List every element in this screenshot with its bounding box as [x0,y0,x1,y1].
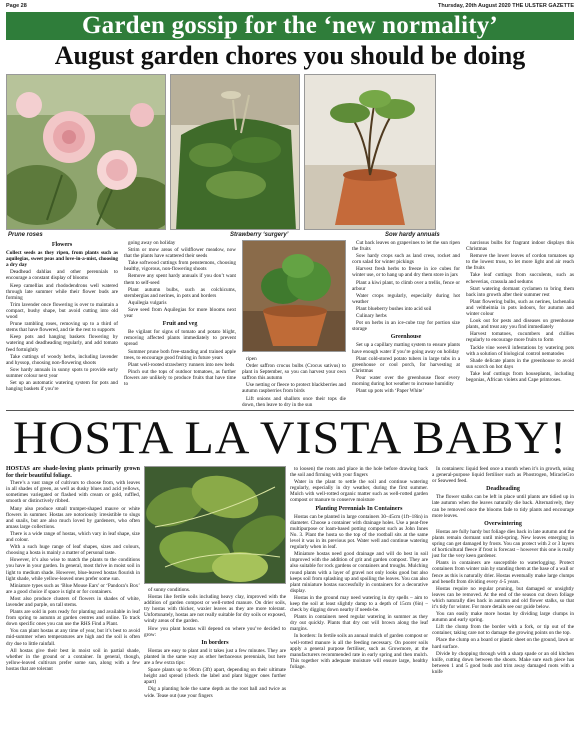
section-heading-in-borders: In borders [201,639,229,646]
paragraph: Plant flowering bulbs, such as nerines, lachenalia and veltheimia in pots indoors, for autumn and winter colour [466,298,574,318]
section-heading-fruit-veg: Fruit and veg [162,321,198,328]
hosta-column-1 [6,466,140,673]
section-heading-containers: Planting Perennials In Containers [315,505,403,512]
hosta-column-4 [432,466,574,676]
paragraph: Harvest fresh herbs to freeze in ice cubes for winter use, or to hang up and dry them store in jars [352,266,460,279]
photo-roses [6,74,166,230]
paragraph: Plant blueberry bushes into acid soil [356,305,432,312]
photo-hosta [144,466,286,584]
paragraph: Order saffron crocus bulbs (Crocus sativus) to plant in September, so you can harvest your own saffron this autumn [242,363,346,382]
column-fruit-veg [124,240,236,388]
paragraph: In borders: In fertile soils an annual mulch of garden compost or well-rotted manure is all the feeding necessary. On poorer soils apply a general purpose fertiliser, such as Growmore, at the manufacturers recommended rate in early spring and then mulch. This together with adequate moisture will ensure large, healthy foliage. [290,633,428,670]
paragraph: narcissus bulbs for fragrant indoor displays this Christmas [466,240,574,253]
paragraph: ripen [246,356,257,362]
paragraph: Water in the plant to settle the soil and continue watering regularly, especially in dry weather, during the first summer. Mulch with well-rotted organic matter such as well-rotted garden compost or manure to conserve moisture [290,479,428,504]
paragraph: Culinary herbs [356,313,387,320]
paragraph: Be vigilant for signs of tomato and potato blight, removing affected plants immediately to prevent spread [124,329,236,348]
paragraph: Plants in containers are susceptible to waterlogging. Protect containers from winter rain by standing them at the base of a wall or fence as this is naturally drier. Hostas eventually make large clumps and benefit from dividing every 4-5 years. [432,560,574,585]
paragraph: Use netting or fleece to protect blackberries and autumn raspberries from birds [242,382,346,395]
paragraph: Take softwood cuttings from penstemons, choosing healthy, vigorous, non-flowering shoots [124,260,236,273]
paragraph: Aquilegia vulgaris [128,299,167,306]
paragraph: Plants are sold in pots ready for planting and available in leaf from spring to autumn at garden centres and online. To track down specific ones you can use the RHS Find a Plant. [6,609,140,628]
paragraph: to loosen) the roots and place in the hole before drawing back the soil and firming with your fingers [290,466,428,479]
paragraph: Keep pots and hanging baskets flowering by watering and deadheading regularly, and add tomato feed fortnightly [6,334,118,353]
paragraph: Hostas are fully hardy but foliage dies back in late autumn and the plants remain dormant until mid-spring. New leaves emerging in spring can get damaged by frosts. You can protect with 2 or 3 layers of horticultural fleece if frost is forecast – however this one is really just for the very keen gardener. [432,528,574,560]
paragraph: All hostas give their best in moist soil in partial shade, whether in the ground or a container. In general, though, yellow-leaved cultivars prefer some sun, along with a few hostas that are tolerant [6,647,140,672]
paragraph: Plant up pots with ‘Paper White’ [356,388,425,395]
paragraph: Plant a kiwi plant, to climb over a trellis, fence or arbour [352,279,460,292]
paragraph: Remove the lower leaves of cordon tomatoes up to the lowest truss, to let more light and air reach the fruits [466,253,574,272]
paragraph: Take leaf cuttings from succulents, such as echeverias, crassula and sedums [466,272,574,285]
paragraph: of sunny conditions. [148,587,191,593]
paragraph: Miniature hostas need good drainage and will do best in soil improved with the addition of grit and garden compost. They are also suitable for rock gardens or containers and troughs. Mulching round plants with a layer of gravel not only looks good but also keeps soil from splashing up and spoiling the leaves. You can also plant miniature hostas successfully in containers for a decorative display. [290,551,428,594]
paragraph: Tackle vine weevil infestations by watering pots with a solution of biological control nematodes [466,344,574,357]
paragraph: Harvest tomatoes, cucumbers and chillies regularly to encourage more fruits to form [466,331,574,344]
paragraph: Remove any spent hardy annuals if you don’t want them to self-seed [124,273,236,286]
paragraph: Plant cold-stored potato tubers in large tubs in a greenhouse or cool porch, for harvesting at Christmas [352,355,460,374]
paragraph: Save seed from Aquilegias for more blooms next year [124,306,236,320]
paragraph: Hostas can be planted in large containers 30–45cm (1ft–18in) in diameter. Choose a container with drainage holes. Use a peat-free multipurpose or loam-based potting compost such as John Innes No. 3. Plant the hosta so the top of the rootball sits at the same level it was in its previous pot. Water well and continue watering regularly when in leaf. [290,513,428,551]
paragraph: Most also produce clusters of flowers in shades of white, lavender and purple, on tall stems. [6,595,140,608]
section-heading-greenhouse: Greenhouse [390,334,422,341]
paragraph: Strim or mow areas of wildflower meadow, now that the plants have scattered their seeds [124,247,236,260]
column-flowers [6,240,118,393]
column-greenhouse [352,240,460,395]
paragraph: Set up a capillary matting system to ensure plants have enough water if you’re going away on holiday [352,342,460,355]
paragraph: Take cuttings of woody herbs, including lavender and hyssop, choosing non-flowering shoots [6,353,118,366]
column-greenhouse-cont [466,240,574,384]
paragraph: You can plant hostas at any time of year, but it’s best to avoid mid-summer when temperatures are high and the soil is often dry due to little rainfall. [6,628,140,647]
hosta-column-2 [144,587,286,700]
section-divider [6,410,574,411]
banner [6,12,574,40]
paragraph: Water crops regularly, especially during hot weather [352,292,460,305]
page-number: Page 28 [6,3,27,9]
paragraph: In containers: liquid feed once a month when it’s in growth, using a general-purpose liquid fertiliser such as Phostrogen, MiracleGro or Seaweed feed. [432,466,574,485]
paragraph: There’s a vast range of cultivars to choose from, with leaves in all shades of green, as well as dusky blues and acid yellows, sometimes variegated or flashed with cream or gold, ruffled, smooth or distinctively ribbed. [6,480,140,505]
paragraph: Prune rambling roses, removing up to a third of stems that have flowered, and tie the rest to supports [6,321,118,334]
paragraph: Summer prune both free-standing and trained apple trees, to encourage good fruiting in future years [124,348,236,361]
paragraph: Divide by chopping through with a sharp spade or an old kitchen knife, cutting down between the shoots. Make sure each piece has between 1 and 5 good buds and trim away damaged roots with a knife [432,650,574,675]
section-heading-deadheading: Deadheading [486,486,520,493]
strawberry-image [171,75,300,230]
hosta-headline: HOSTA LA VISTA BABY! [13,412,567,464]
paragraph: Hostas in the ground may need watering in dry spells – aim to keep the soil at least slightly damp to a depth of 15cm (6in) – check by digging down nearby if needs-be. [290,594,428,614]
paragraph: Many also produce small trumpet-shaped mauve or white flowers in summer. Hostas are notoriously irresistible to slugs and snails, but are also much loved by gardeners, who often amass large collections. [6,505,140,530]
roses-image [7,75,166,230]
caption-bonsai: Sow hardy annuals [385,232,440,238]
page-header [6,3,574,11]
paragraph: Deadhead dahlias and other perennials to encourage a constant display of blooms [6,269,118,282]
photo-herbs [242,240,346,352]
photo-bonsai [304,74,436,230]
paragraph: Trim lavender once flowering is over to maintain a compact, bushy shape, but avoid cutting into old wood [6,301,118,321]
column-fruit-veg-cont [242,356,346,409]
paragraph: Place the clump on a board or plastic sheet on the ground, lawn or hard surface. [432,637,574,650]
paragraph: With a such huge range of leaf shapes, sizes and colours, choosing a hosta is mainly a matter of personal taste. [6,544,140,557]
paragraph: There is a wide range of hostas, which vary in leaf shape, size and colour. [6,530,140,544]
paragraph: Sow hardy crops such as land cress, rocket and corn salad for winter pickings [352,253,460,266]
paragraph: Space plants up to 90cm (3ft) apart, depending on their ultimate height and spread (check the label and plant bigger ones further apart) [144,667,286,686]
flowers-lead: Collect seeds as they ripen, from plants such as aquilegias, sweet peas and love-in-a-mist, choosing a dry day [6,250,118,269]
hosta-lead: HOSTAS are shade-loving plants primarily grown for their beautiful foliage. [6,466,140,479]
paragraph: Hostas are easy to plant and it takes just a few minutes. They are planted in the same way as other herbaceous perennials, but here are a few extra tips: [144,647,286,667]
paragraph: However, it’s also wise to match the plants to the conditions you have in your garden. In general, most thrive in moist soil in light to medium shade. However, blue-leaved hostas flourish in light shade, while yellow-leaved ones prefer some sun. [6,557,140,582]
section-heading-flowers: Flowers [51,242,73,248]
paragraph: Plant autumn bulbs, such as colchicums, sternbergias and nerines, in pots and borders [124,286,236,299]
paragraph: Dig a planting hole the same depth as the root ball and twice as wide. Tease out (use your fingers [144,686,286,699]
paragraph: Plant well-rooted strawberry runners into new beds [128,361,235,368]
paragraph: Plants in containers need regular watering in summer as they dry out quickly. Plants that dry out will brown along the leaf margins. [290,614,428,633]
subheadline: August garden chores you should be doing [54,41,526,70]
hosta-image [145,467,286,584]
paragraph: Pour water over the greenhouse floor every morning during hot weather to increase humidity [352,374,460,387]
paragraph: Sow hardy annuals in sunny spots to provide early summer colour next year [6,366,118,379]
paragraph: Start watering dormant cyclamen to bring them back into growth after their summer rest [466,285,574,298]
herbs-image [243,241,346,352]
paragraph: Hostas require no regular pruning, but damaged or unsightly leaves can be removed. At the end of the season cut down foliage which naturally dies back in autumn and old flower stalks, so that it’s tidy for winter. For more details see our guide below. [432,585,574,610]
paragraph: You can easily make more hostas by dividing large clumps in autumn and early spring. [432,611,574,624]
paragraph: going away on holiday [128,240,176,246]
paragraph: Pinch out the tops of outdoor tomatoes, as further flowers are unlikely to produce fruits that have time to [124,368,236,387]
hosta-column-3 [290,466,428,671]
paragraph: Shade delicate plants in the greenhouse to avoid sun scorch on hot days [466,357,574,370]
paragraph: Take leaf cuttings from houseplants, including begonias, African violets and Cape primroses. [466,370,574,383]
paragraph: The flower stalks can be left in place until plants are tidied up in late autumn when the leaves naturally die back. Alternatively, they can be removed once the blooms fade to tidy plants and encourage more leaves. [432,494,574,519]
caption-strawberry: Strawberry ‘surgery’ [230,232,289,238]
paragraph: Lift the clump from the border with a fork, or tip out of the container, taking care not to damage the growing points on the top. [432,624,574,637]
photo-strawberry [170,74,300,230]
paragraph: Look out for pests and diseases on greenhouse plants, and treat any you find immediately [466,318,574,331]
paragraph: Pot on herbs in an ice-cube tray for portion size storage [352,320,460,333]
paragraph: Lift onions and shallots once their tops die down, then leave to dry in the sun [242,395,346,408]
caption-roses: Prune roses [8,232,43,238]
banner-title: Garden gossip for the ‘new normality’ [82,12,498,39]
bonsai-image [305,75,436,230]
paragraph: Miniature types such as ‘Blue Mouse Ears’ or ‘Pandora’s Box’ are a good choice if space is tight or for containers. [6,582,140,595]
paragraph: Set up an automatic watering system for pots and hanging baskets if you’re [6,379,118,393]
paragraph: How you plant hostas will depend on where you’ve decided to grow: [144,625,286,638]
paragraph: Hostas like fertile soils including heavy clay, improved with the addition of garden compost or well-rotted manure. On drier soils, try hostas with thicker, waxier leaves as they are more tolerant. Unfortunately, hostas are not really suitable for dry soils or exposed, windy areas of the garden. [144,594,286,625]
section-heading-overwintering: Overwintering [484,520,522,527]
issue-date: Thursday, 20th August 2020 THE ULSTER GAZETTE [438,3,574,9]
paragraph: Cut back leaves on grapevines to let the sun ripen the fruits [352,240,460,253]
paragraph: Keep camellias and rhododendrons well watered through late summer while their flower buds are forming [6,282,118,301]
